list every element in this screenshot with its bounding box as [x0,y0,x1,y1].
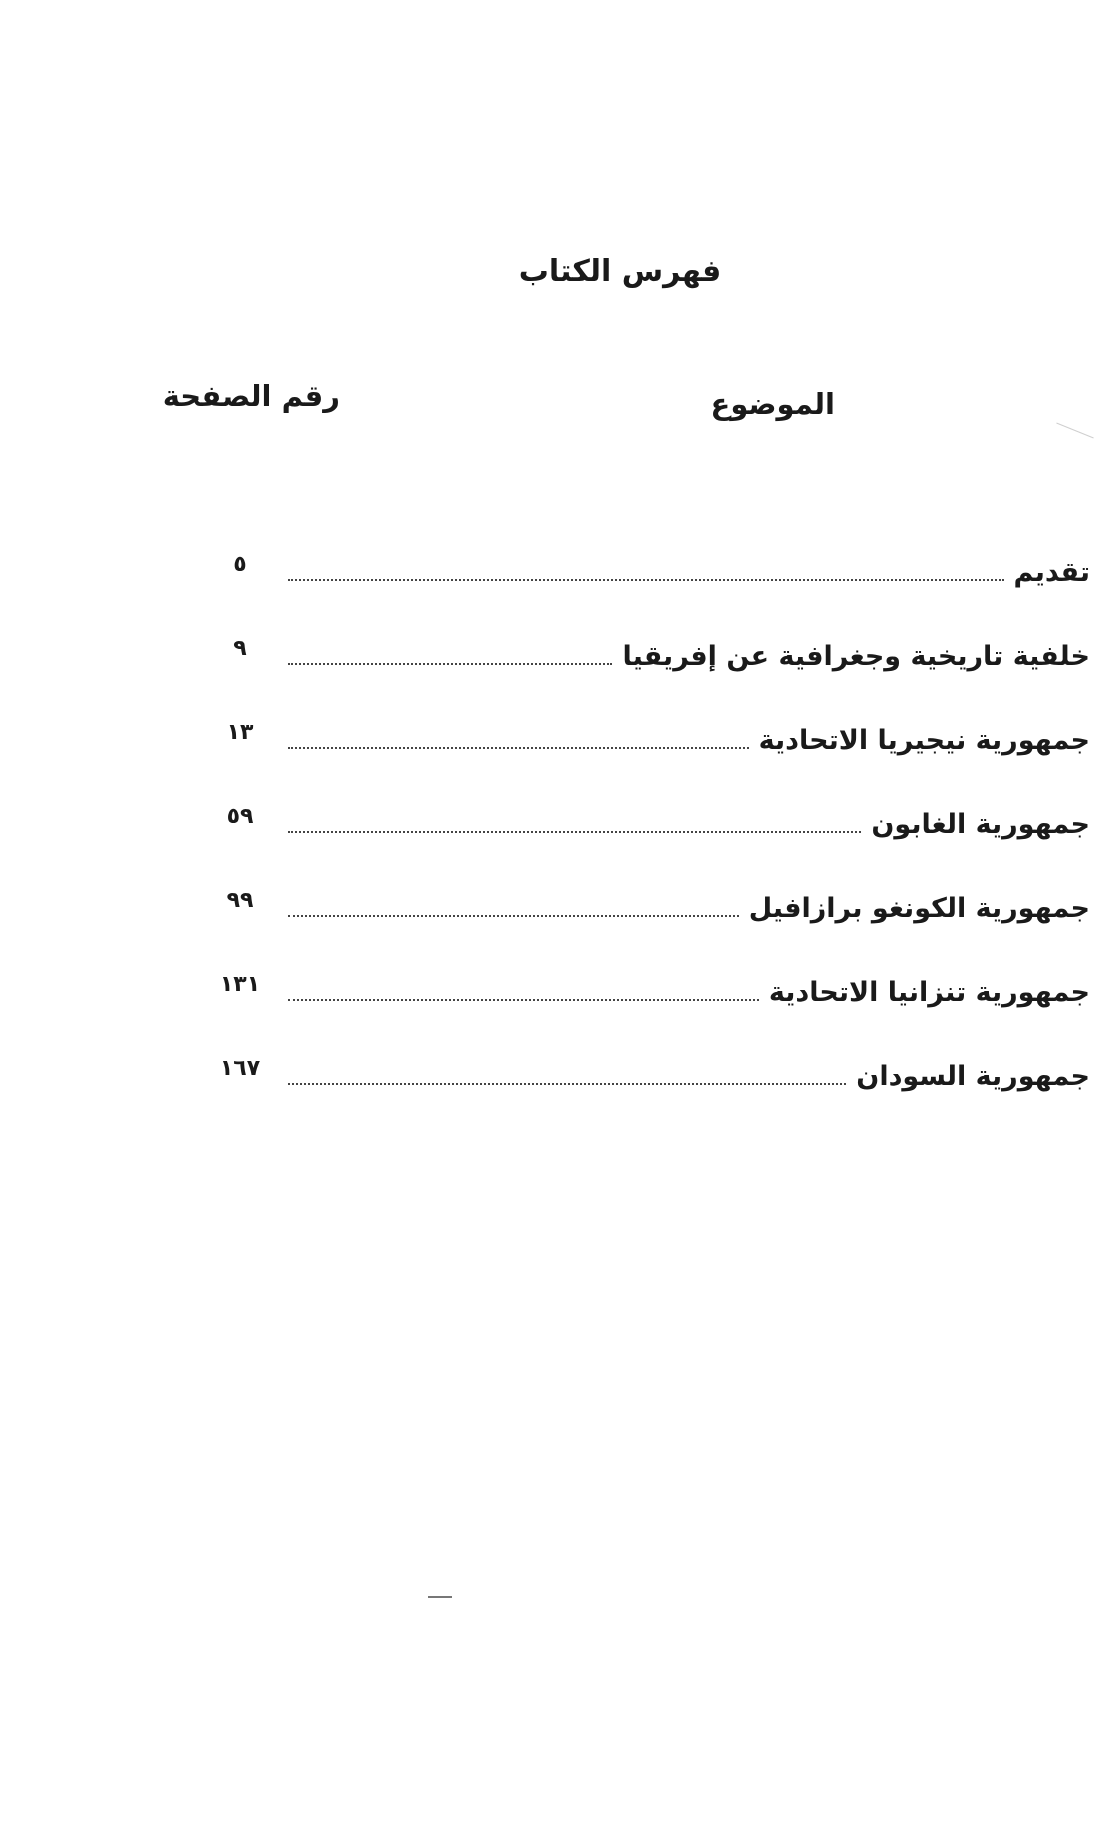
toc-entry[interactable] [210,772,1090,856]
toc-entry[interactable] [210,688,1090,772]
toc-entry[interactable] [210,940,1090,1024]
dot-leader [288,579,1004,581]
page-number-column-header: رقم الصفحة [162,379,340,413]
toc-entry-title: جمهورية تنزانيا الاتحادية [768,977,1090,1008]
scan-mark [428,1596,452,1598]
toc-entry-title: خلفية تاريخية وجغرافية عن إفريقيا [622,641,1090,672]
toc-entry-page: ١٣١ [219,972,261,997]
scan-smudge [1056,423,1093,439]
dot-leader [288,1083,846,1085]
toc-entry[interactable] [210,1024,1090,1108]
dot-leader [288,915,739,917]
toc-entry-title: جمهورية نيجيريا الاتحادية [758,725,1090,756]
toc-entry[interactable] [210,856,1090,940]
toc-entry-page: ٥ [233,552,247,577]
toc-entry-page: ١٣ [226,720,254,745]
toc-entry-title: جمهورية السودان [856,1061,1090,1092]
page-title: فهرس الكتاب [518,254,722,289]
dot-leader [288,663,612,665]
topic-column-header: الموضوع [710,387,835,421]
toc-entry-page: ١٦٧ [219,1056,261,1081]
toc-entry[interactable] [210,520,1090,604]
dot-leader [288,747,749,749]
toc-entry-title: جمهورية الغابون [871,809,1090,840]
toc-entry-page: ٥٩ [226,804,254,829]
dot-leader [288,831,861,833]
toc-entry-title: جمهورية الكونغو برازافيل [748,893,1090,924]
table-of-contents [210,520,1090,1108]
toc-entry-title: تقديم [1013,557,1090,588]
toc-entry-page: ٩٩ [226,888,254,913]
dot-leader [288,999,759,1001]
toc-entry[interactable] [210,604,1090,688]
toc-entry-page: ٩ [233,636,247,661]
